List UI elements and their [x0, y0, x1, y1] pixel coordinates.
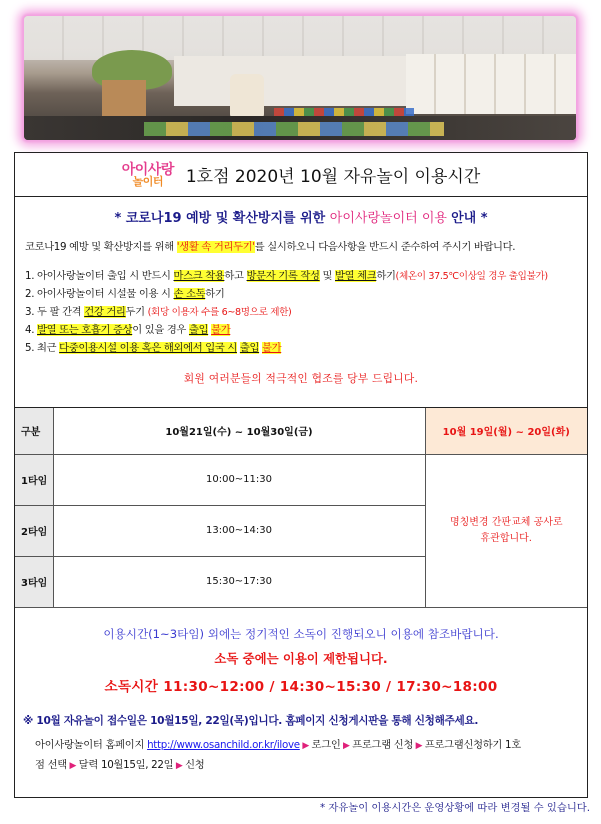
list-item [25, 339, 577, 357]
notice-heading-brand: 아이사랑놀이터 [329, 211, 418, 226]
item-text: 아이사랑놀이터 시설물 이용 시 [34, 288, 174, 300]
notice-heading-suffix: 안내 * [451, 211, 488, 226]
application-info [23, 713, 583, 776]
slot-label: 3타임 [15, 556, 53, 607]
item-emphasis: 방문자 기록 작성 [246, 270, 320, 282]
list-item [25, 285, 577, 303]
item-emphasis: 발열 또는 호흡기 증상 [37, 324, 133, 336]
step-calendar: 달력 10월15일, 22일 [78, 759, 174, 771]
slot-time: 15:30~17:30 [53, 556, 425, 607]
lead-after: 를 실시하오니 다음사항을 반드시 준수하여 주시기 바랍니다. [254, 241, 516, 253]
notice-section [15, 207, 587, 386]
step-arrow-icon: ▶ [340, 741, 353, 751]
table-header-row [15, 408, 587, 454]
notice-document [14, 152, 588, 798]
closure-notice [425, 454, 587, 607]
item-text: 최근 [34, 342, 60, 354]
list-item [25, 321, 577, 339]
header-period-main: 10월21일(수) ~ 10월30일(금) [53, 408, 425, 454]
photo-chair [230, 74, 264, 120]
thanks-message: 회원 여러분들의 적극적인 협조를 당부 드립니다. [183, 372, 419, 385]
list-item [25, 267, 577, 285]
photo-play-mat [144, 122, 444, 136]
logo-line2: 놀이터 [132, 174, 163, 188]
homepage-link[interactable]: http://www.osanchild.or.kr/ilove [147, 739, 300, 751]
schedule-table [15, 407, 587, 608]
notice-heading-prefix: * 코로나19 예방 및 확산방지를 위한 [114, 211, 330, 226]
step-submit: 신청 [185, 759, 205, 771]
step-arrow-icon: ▶ [413, 741, 425, 751]
site-label: 아이사랑놀이터 홈페이지 [35, 739, 148, 751]
item-number: 4. [25, 324, 35, 336]
slot-label: 1타임 [15, 454, 53, 505]
step-arrow-icon: ▶ [299, 741, 312, 751]
step-arrow-icon: ▶ [66, 761, 79, 771]
header-photo [24, 16, 576, 140]
disinfection-info [15, 605, 587, 695]
item-emphasis: 마스크 착용 [173, 270, 225, 282]
application-steps [23, 736, 583, 776]
item-text: 하고 [224, 270, 247, 282]
item-note: (회당 이용자 수를 6~8명으로 제한) [147, 307, 292, 318]
item-text: 및 [319, 270, 336, 282]
header-period-special: 10월 19일(월) ~ 20일(화) [425, 408, 587, 454]
slot-time: 13:00~14:30 [53, 505, 425, 556]
item-number: 2. [25, 288, 35, 300]
item-text: 이 있을 경우 [132, 324, 189, 336]
item-emphasis: 출입 [188, 324, 209, 336]
step-program-apply: 프로그램 신청 [352, 739, 414, 751]
item-emphasis: 출입 [239, 342, 260, 354]
item-number: 1. [25, 270, 35, 282]
photo-wall [174, 56, 434, 106]
photo-playhouse [102, 80, 146, 120]
item-emphasis: 손 소독 [173, 288, 206, 300]
step-apply-branch: 프로그램신청하기 1호 [424, 739, 521, 751]
logo-line1: 아이사랑 [121, 161, 174, 178]
bottom-note: * 자유놀이 이용시간은 운영상황에 따라 변경될 수 있습니다. [319, 802, 590, 814]
header-category: 구분 [15, 408, 53, 454]
lead-highlight: '생활 속 거리두기' [176, 241, 255, 253]
item-note: (체온이 37.5℃이상일 경우 출입불가) [395, 271, 548, 282]
item-emphasis: 건강 거리 [84, 306, 126, 318]
item-text: 두기 [125, 306, 148, 318]
title-row [15, 153, 587, 197]
item-text: 두 팔 간격 [34, 306, 85, 318]
step-select-branch: 점 선택 [35, 759, 67, 771]
page-title: 1호점 2020년 10월 자유놀이 이용시간 [185, 167, 481, 187]
lead-before: 코로나19 예방 및 확산방지를 위해 [25, 241, 177, 253]
list-item [25, 303, 577, 321]
disinfection-line2: 소독 중에는 이용이 제한됩니다. [214, 651, 388, 666]
step-arrow-icon: ▶ [173, 761, 186, 771]
item-number: 3. [25, 306, 35, 318]
item-number: 5. [25, 342, 35, 354]
item-emphasis-red: 불가 [211, 324, 231, 336]
item-emphasis: 발열 체크 [335, 270, 377, 282]
step-login: 로그인 [311, 739, 341, 751]
disinfection-line1: 이용시간(1~3타임) 외에는 정기적인 소독이 진행되오니 이용에 참조바랍니다. [103, 627, 499, 641]
item-text: 하기 [205, 288, 225, 300]
item-emphasis: 다중이용시설 이용 혹은 해외에서 입국 시 [59, 342, 237, 354]
item-text: 아이사랑놀이터 출입 시 반드시 [34, 270, 174, 282]
notice-lead [25, 238, 577, 253]
application-dates: ※ 10월 자유놀이 접수일은 10월15일, 22일(목)입니다. 홈페이지 신청게시판을 통해 신청해주세요. [23, 715, 479, 727]
table-row [15, 454, 587, 505]
slot-time: 10:00~11:30 [53, 454, 425, 505]
rules-list [25, 267, 577, 357]
logo [122, 163, 174, 187]
slot-label: 2타임 [15, 505, 53, 556]
closure-line2: 휴관합니다. [480, 532, 532, 544]
photo-shelf [406, 54, 576, 114]
disinfection-times: 소독시간 11:30~12:00 / 14:30~15:30 / 17:30~18:00 [104, 679, 498, 695]
notice-heading [25, 207, 577, 226]
item-text: 하기 [376, 270, 396, 282]
notice-heading-mid: 이용 [417, 211, 452, 226]
closure-line1: 명칭변경 간판교체 공사로 [449, 516, 563, 528]
item-emphasis-red: 불가 [262, 342, 282, 354]
